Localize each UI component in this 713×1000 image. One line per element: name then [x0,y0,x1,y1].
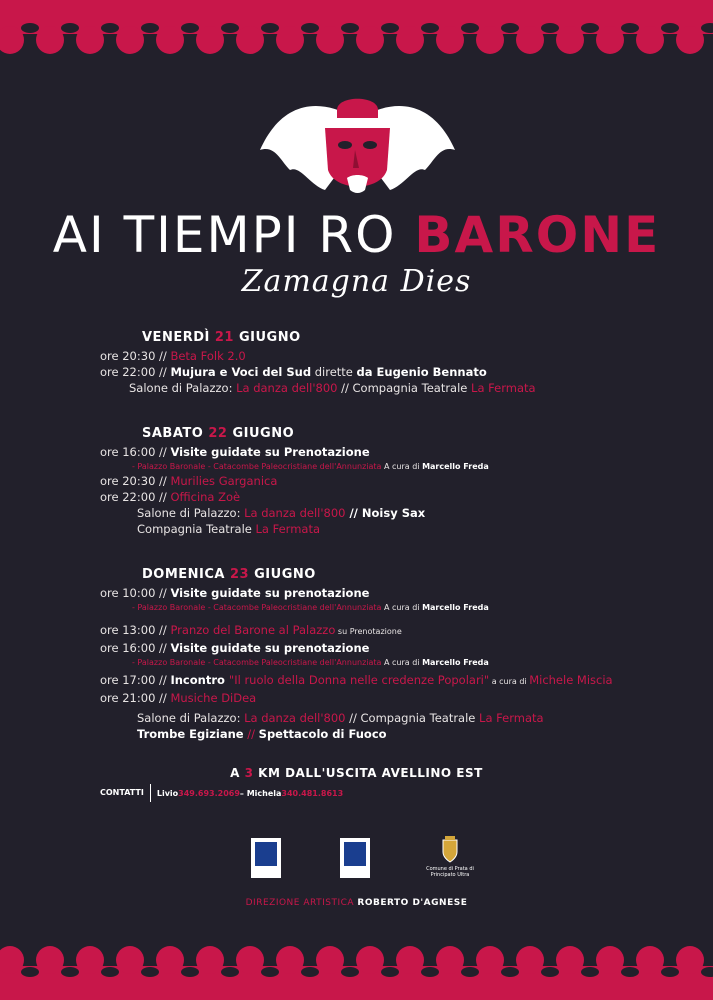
day-heading-saturday: SABATO 22 GIUGNO [142,426,295,441]
schedule-note: - Palazzo Baronale - Catacombe Paleocristiane dell'Annunziata A cura di Marcello Freda [132,658,489,667]
schedule-item: ore 16:00 // Visite guidate su Prenotazione [100,445,370,459]
schedule-item: ore 13:00 // Pranzo del Barone al Palazzo su Prenotazione [100,623,402,637]
poster-title: AI TIEMPI RO BARONE [52,206,661,264]
schedule-item: ore 21:00 // Musiche DiDea [100,691,257,705]
sponsor-logo-2 [340,838,370,878]
schedule-item: ore 10:00 // Visite guidate su prenotazione [100,586,370,600]
sponsor-logo-3: Comune di Prata di Principato Ultra [420,836,480,878]
sponsor-logos [0,836,713,886]
schedule-item: ore 16:00 // Visite guidate su prenotazione [100,641,370,655]
day-heading-friday: VENERDÌ 21 GIUGNO [142,330,301,345]
schedule-item: ore 17:00 // Incontro "Il ruolo della Donna nelle credenze Popolari" a cura di Michele Miscia [100,673,613,687]
day-heading-sunday: DOMENICA 23 GIUGNO [142,567,316,582]
poster-subtitle: Zamagna Dies [241,264,472,299]
schedule-item: ore 20:30 // Beta Folk 2.0 [100,349,246,363]
baron-mask-icon [255,90,460,210]
schedule-item: ore 22:00 // Mujura e Voci del Sud dirette da Eugenio Bennato [100,365,487,379]
location-info: A 3 KM DALL'USCITA AVELLINO EST [230,766,483,780]
schedule-item: Salone di Palazzo: La danza dell'800 // Compagnia Teatrale La Fermata [129,381,536,395]
schedule-item: Salone di Palazzo: La danza dell'800 // Compagnia Teatrale La Fermata [137,711,544,725]
lace-border-top [0,0,713,60]
schedule-item: ore 22:00 // Officina Zoè [100,490,241,504]
schedule-item: ore 20:30 // Murilies Garganica [100,474,278,488]
program-schedule [100,330,700,742]
schedule-item: Trombe Egiziane // Spettacolo di Fuoco [137,727,387,741]
schedule-note: - Palazzo Baronale - Catacombe Paleocristiane dell'Annunziata A cura di Marcello Freda [132,462,489,471]
schedule-note: - Palazzo Baronale - Catacombe Paleocristiane dell'Annunziata A cura di Marcello Freda [132,603,489,612]
schedule-item: Salone di Palazzo: La danza dell'800 // Noisy Sax [137,506,426,520]
coat-of-arms-icon [440,836,460,864]
phone-michela: 340.481.8613 [281,788,344,798]
sponsor-logo-1 [251,838,281,878]
lace-border-bottom [0,940,713,1000]
phone-livio: 349.693.2069 [178,788,240,798]
contacts-label: CONTATTI [100,784,151,802]
contacts: CONTATTI Livio 349.693.2069 – Michela 340.481.8613 [100,784,343,802]
schedule-item: Compagnia Teatrale La Fermata [137,522,321,536]
artistic-direction: DIREZIONE ARTISTICA ROBERTO D'AGNESE [245,898,468,908]
